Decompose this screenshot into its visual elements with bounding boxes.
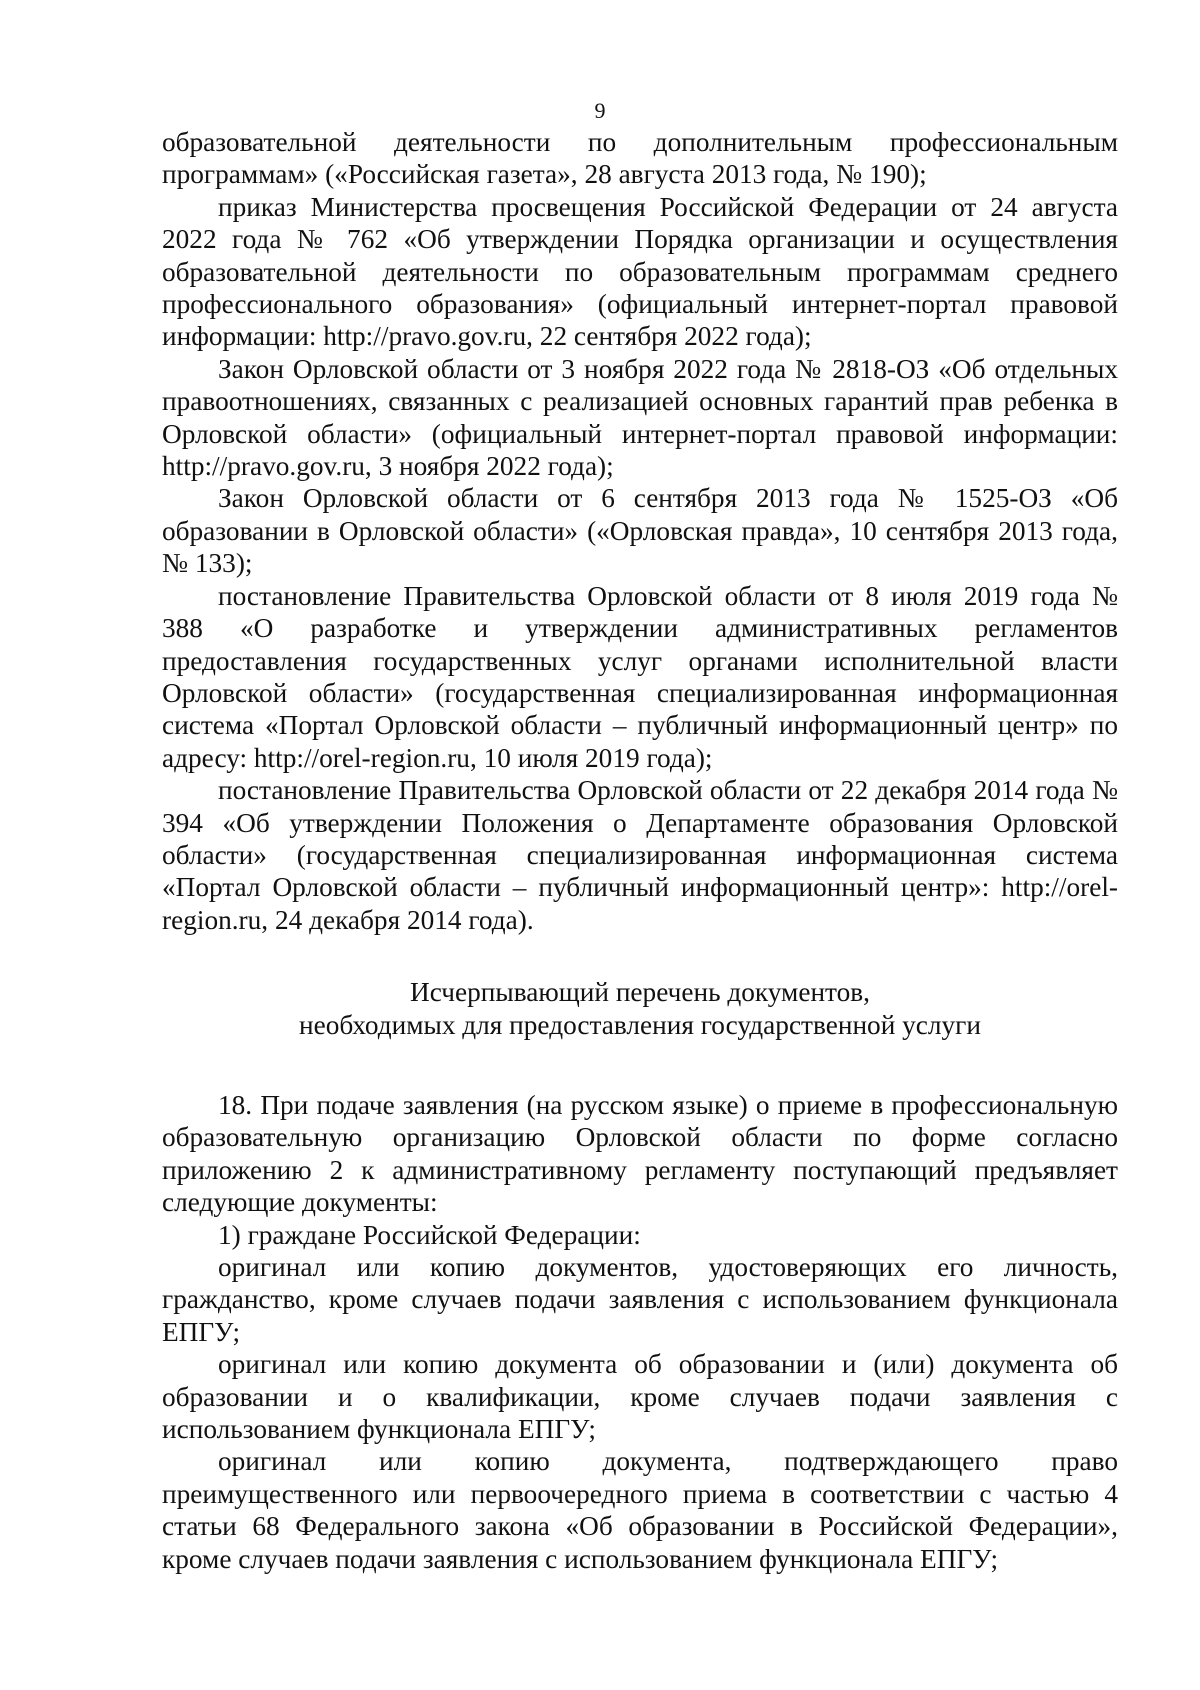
paragraph-bottom-4: оригинал или копию документа, подтверждающего право преимущественного или первоочередного приема в соответствии с частью 4 статьи 68 Федерального закона «Об образовании в Российской Федерации», кроме случаев подачи заявления с использованием функционала ЕПГУ; — [162, 1446, 1118, 1574]
paragraph-top-0: образовательной деятельности по дополнительным профессиональным программам» («Российская газета», 28 августа 2013 года, № 190); — [162, 127, 1118, 190]
paragraph-top-2: Закон Орловской области от 3 ноября 2022 года № 2818-ОЗ «Об отдельных правоотношениях, связанных с реализацией основных гарантий прав ребенка в Орловской области» (официальный интернет-портал правовой информации: http://pravo.gov.ru, 3 ноября 2022 года); — [162, 353, 1118, 482]
paragraph-top-3: Закон Орловской области от 6 сентября 2013 года № 1525-ОЗ «Об образовании в Орловской области» («Орловская правда», 10 сентября 2013 года, № 133); — [162, 483, 1118, 579]
spacer — [162, 1041, 1118, 1089]
section-heading — [162, 976, 1118, 1041]
paragraph-top-5: постановление Правительства Орловской области от 22 декабря 2014 года № 394 «Об утверждении Положения о Департаменте образования Орловской области» (государственная специализированная информационная система «Портал Орловской области – публичный информационный центр»: http://orel-region.ru, 24 декабря 2014 года). — [162, 775, 1118, 935]
section-heading-line-1: Исчерпывающий перечень документов, — [410, 977, 870, 1008]
section-heading-line-2: необходимых для предоставления государственной услуги — [299, 1009, 981, 1040]
spacer — [162, 936, 1118, 976]
paragraph-bottom-2: оригинал или копию документов, удостоверяющих его личность, гражданство, кроме случаев подачи заявления с использованием функционала ЕПГУ; — [162, 1252, 1118, 1347]
page-number: 9 — [594, 98, 606, 123]
paragraph-top-4: постановление Правительства Орловской области от 8 июля 2019 года № 388 «О разработке и утверждении административных регламентов предоставления государственных услуг органами исполнительной власти Орловской области» (государственная специализированная информационная система «Портал Орловской области – публичный информационный центр» по адресу: http://orel-region.ru, 10 июля 2019 года); — [162, 580, 1118, 773]
paragraph-top-1: приказ Министерства просвещения Российской Федерации от 24 августа 2022 года № 762 «Об утверждении Порядка организации и осуществления образовательной деятельности по образовательным программам среднего профессионального образования» (официальный интернет-портал правовой информации: http://pravo.gov.ru, 22 сентября 2022 года); — [162, 191, 1118, 352]
paragraph-bottom-0: 18. При подаче заявления (на русском языке) о приеме в профессиональную образовательную организацию Орловской области по форме согласно приложению 2 к административному регламенту поступающий предъявляет следующие документы: — [162, 1089, 1118, 1218]
paragraph-bottom-3: оригинал или копию документа об образовании и (или) документа об образовании и о квалификации, кроме случаев подачи заявления с использованием функционала ЕПГУ; — [162, 1349, 1118, 1445]
paragraph-bottom-1: 1) граждане Российской Федерации: — [218, 1219, 641, 1250]
document-body — [162, 126, 1118, 1575]
